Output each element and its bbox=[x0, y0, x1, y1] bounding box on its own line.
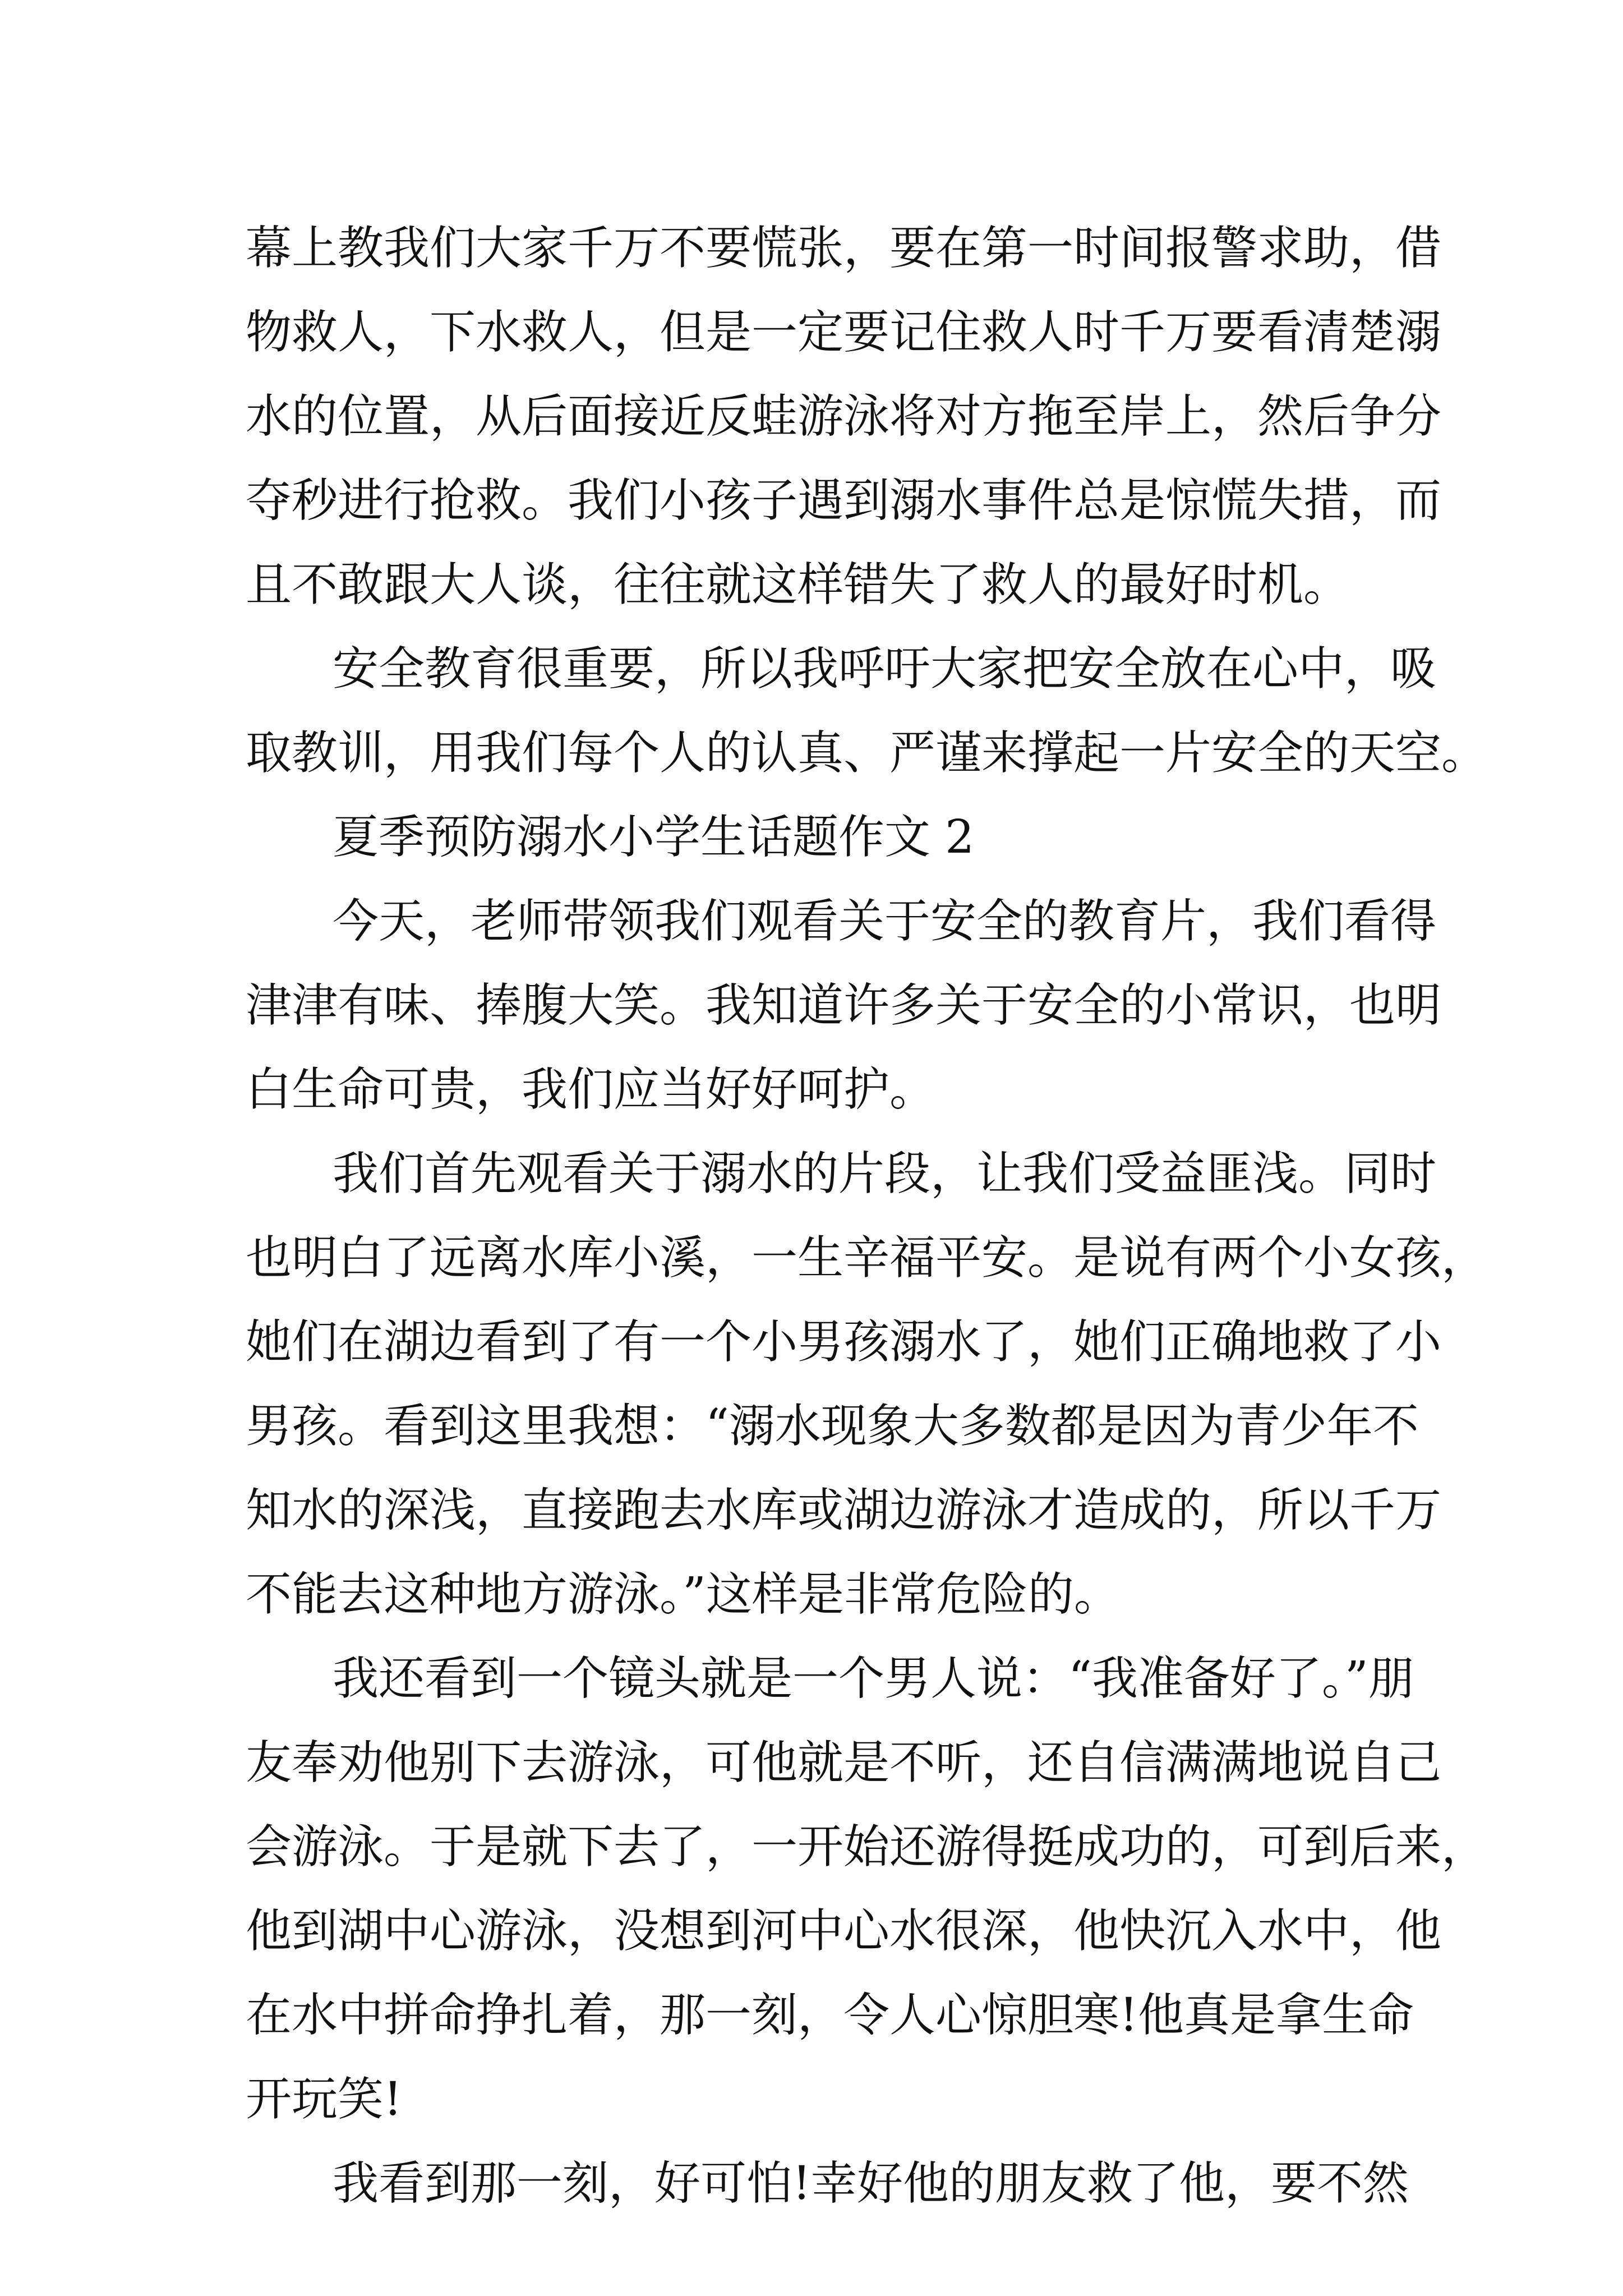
paragraph-first-line: 我们首先观看关于溺水的片段，让我们受益匪浅。同时 bbox=[333, 1147, 1437, 1200]
text-line: 物救人，下水救人，但是一定要记住救人时千万要看清楚溺 bbox=[246, 306, 1442, 359]
text-line: 夺秒进行抢救。我们小孩子遇到溺水事件总是惊慌失措，而 bbox=[246, 474, 1442, 527]
text-line: 取教训，用我们每个人的认真、严谨来撑起一片安全的天空。 bbox=[246, 726, 1488, 780]
text-line: 开玩笑! bbox=[246, 2073, 402, 2126]
text-line: 幕上教我们大家千万不要慌张，要在第一时间报警求助，借 bbox=[246, 222, 1442, 275]
text-line: 男孩。看到这里我想：“溺水现象大多数都是因为青少年不 bbox=[246, 1400, 1419, 1453]
text-line: 且不敢跟大人谈，往往就这样错失了救人的最好时机。 bbox=[246, 558, 1350, 611]
text-line: 不能去这种地方游泳。”这样是非常危险的。 bbox=[246, 1568, 1120, 1621]
text-line: 友奉劝他别下去游泳，可他就是不听，还自信满满地说自己 bbox=[246, 1736, 1442, 1789]
text-line: 知水的深浅，直接跑去水库或湖边游泳才造成的，所以千万 bbox=[246, 1484, 1442, 1537]
text-line: 她们在湖边看到了有一个小男孩溺水了，她们正确地救了小 bbox=[246, 1315, 1442, 1369]
section-heading: 夏季预防溺水小学生话题作文 2 bbox=[333, 811, 975, 864]
text-line: 津津有味、捧腹大笑。我知道许多关于安全的小常识，也明 bbox=[246, 979, 1442, 1032]
text-line: 白生命可贵，我们应当好好呵护。 bbox=[246, 1063, 936, 1116]
text-line: 会游泳。于是就下去了，一开始还游得挺成功的，可到后来， bbox=[246, 1820, 1488, 1874]
paragraph-first-line: 我还看到一个镜头就是一个男人说：“我准备好了。”朋 bbox=[333, 1652, 1414, 1705]
paragraph-first-line: 我看到那一刻，好可怕!幸好他的朋友救了他，要不然 bbox=[333, 2157, 1409, 2210]
paragraph-first-line: 今天，老师带领我们观看关于安全的教育片，我们看得 bbox=[333, 895, 1437, 948]
text-line: 在水中拼命挣扎着，那一刻，令人心惊胆寒!他真是拿生命 bbox=[246, 1989, 1414, 2042]
paragraph-first-line: 安全教育很重要，所以我呼吁大家把安全放在心中，吸 bbox=[333, 642, 1437, 696]
text-line: 他到湖中心游泳，没想到河中心水很深，他快沉入水中，他 bbox=[246, 1904, 1442, 1958]
text-line: 水的位置，从后面接近反蛙游泳将对方拖至岸上，然后争分 bbox=[246, 390, 1442, 443]
text-line: 也明白了远离水库小溪，一生辛福平安。是说有两个小女孩， bbox=[246, 1231, 1488, 1285]
